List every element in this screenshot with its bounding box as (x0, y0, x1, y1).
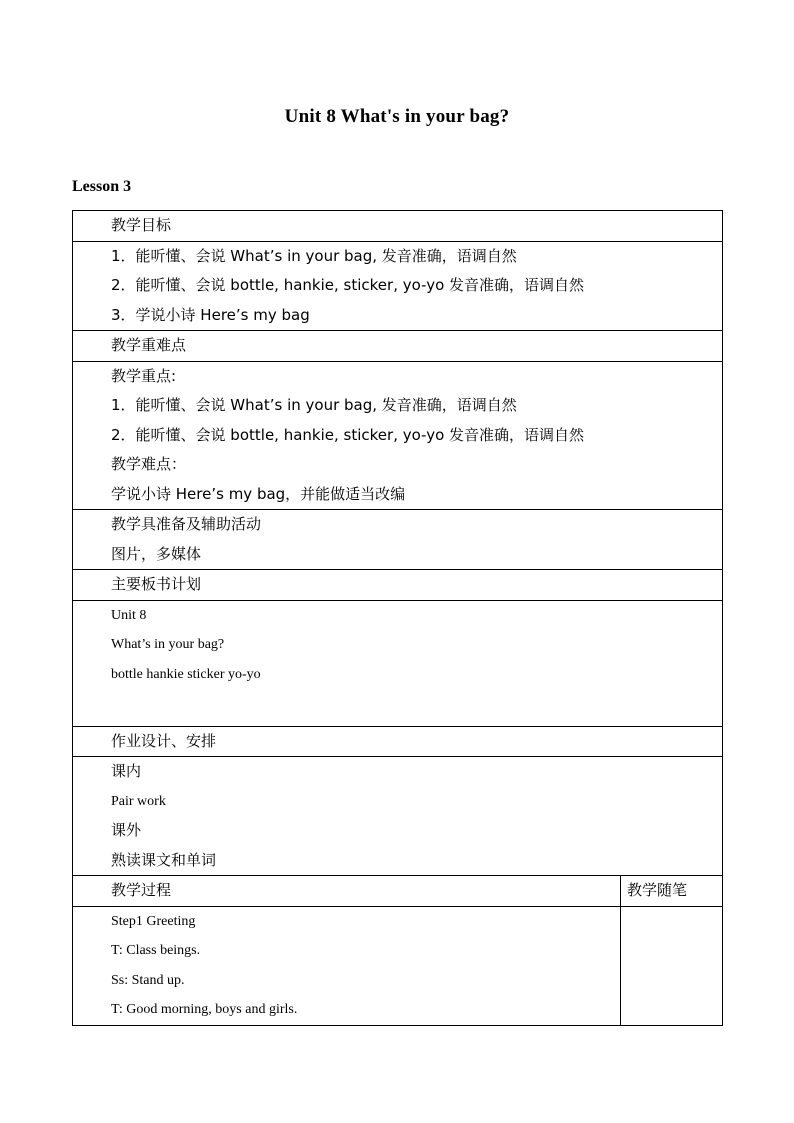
objectives-heading: 教学目标 (111, 216, 172, 234)
board-plan-heading: 主要板书计划 (111, 575, 202, 593)
key-points-heading-row (73, 331, 723, 362)
objective-item: 3．学说小诗 Here’s my bag (111, 305, 310, 324)
notes-cell (621, 906, 723, 1025)
key-points-heading: 教学重难点 (111, 336, 187, 354)
process-heading-row (73, 876, 723, 907)
objective-item: 1．能听懂、会说 What’s in your bag, 发音准确，语调自然 (111, 246, 517, 265)
board-plan-line: Unit 8 (111, 607, 147, 623)
lesson-label: Lesson 3 (72, 178, 132, 195)
homework-heading-row (73, 726, 723, 757)
process-line: T: Good morning, boys and girls. (111, 1002, 298, 1017)
homework-line: 课内 (111, 762, 142, 780)
document-title: Unit 8 What's in your bag? (284, 106, 510, 127)
notes-heading: 教学随笔 (627, 881, 688, 899)
objectives-heading-row (73, 211, 723, 242)
objectives-row (73, 241, 723, 331)
board-plan-row (73, 600, 723, 726)
homework-line: Pair work (111, 793, 166, 809)
materials-heading: 教学具准备及辅助活动 (111, 515, 262, 533)
key-point-line: 学说小诗 Here’s my bag，并能做适当改编 (111, 484, 406, 503)
process-row (73, 906, 723, 1025)
homework-row (73, 757, 723, 876)
materials-content: 图片，多媒体 (111, 544, 202, 563)
process-heading: 教学过程 (111, 881, 172, 899)
key-point-line: 教学难点： (111, 455, 187, 473)
lesson-plan-table (72, 210, 723, 1026)
materials-row (73, 510, 723, 570)
objective-item: 2．能听懂、会说 bottle, hankie, sticker, yo-yo 发音准确，语调自然 (111, 276, 585, 294)
homework-heading: 作业设计、安排 (111, 731, 217, 750)
process-line: Step1 Greeting (111, 913, 196, 929)
key-point-line: 教学重点: (111, 366, 177, 385)
board-plan-heading-row (73, 570, 723, 601)
homework-line: 课外 (111, 821, 142, 839)
key-point-line: 1．能听懂、会说 What’s in your bag, 发音准确，语调自然 (111, 396, 517, 414)
homework-line: 熟读课文和单词 (111, 850, 217, 869)
key-point-line: 2．能听懂、会说 bottle, hankie, sticker, yo-yo 发音准确，语调自然 (111, 425, 585, 444)
process-line: T: Class beings. (111, 943, 201, 958)
key-points-row (73, 361, 723, 510)
board-plan-line: What’s in your bag? (111, 637, 225, 652)
process-line: Ss: Stand up. (111, 972, 185, 988)
board-plan-line: bottle hankie sticker yo-yo (111, 666, 261, 682)
